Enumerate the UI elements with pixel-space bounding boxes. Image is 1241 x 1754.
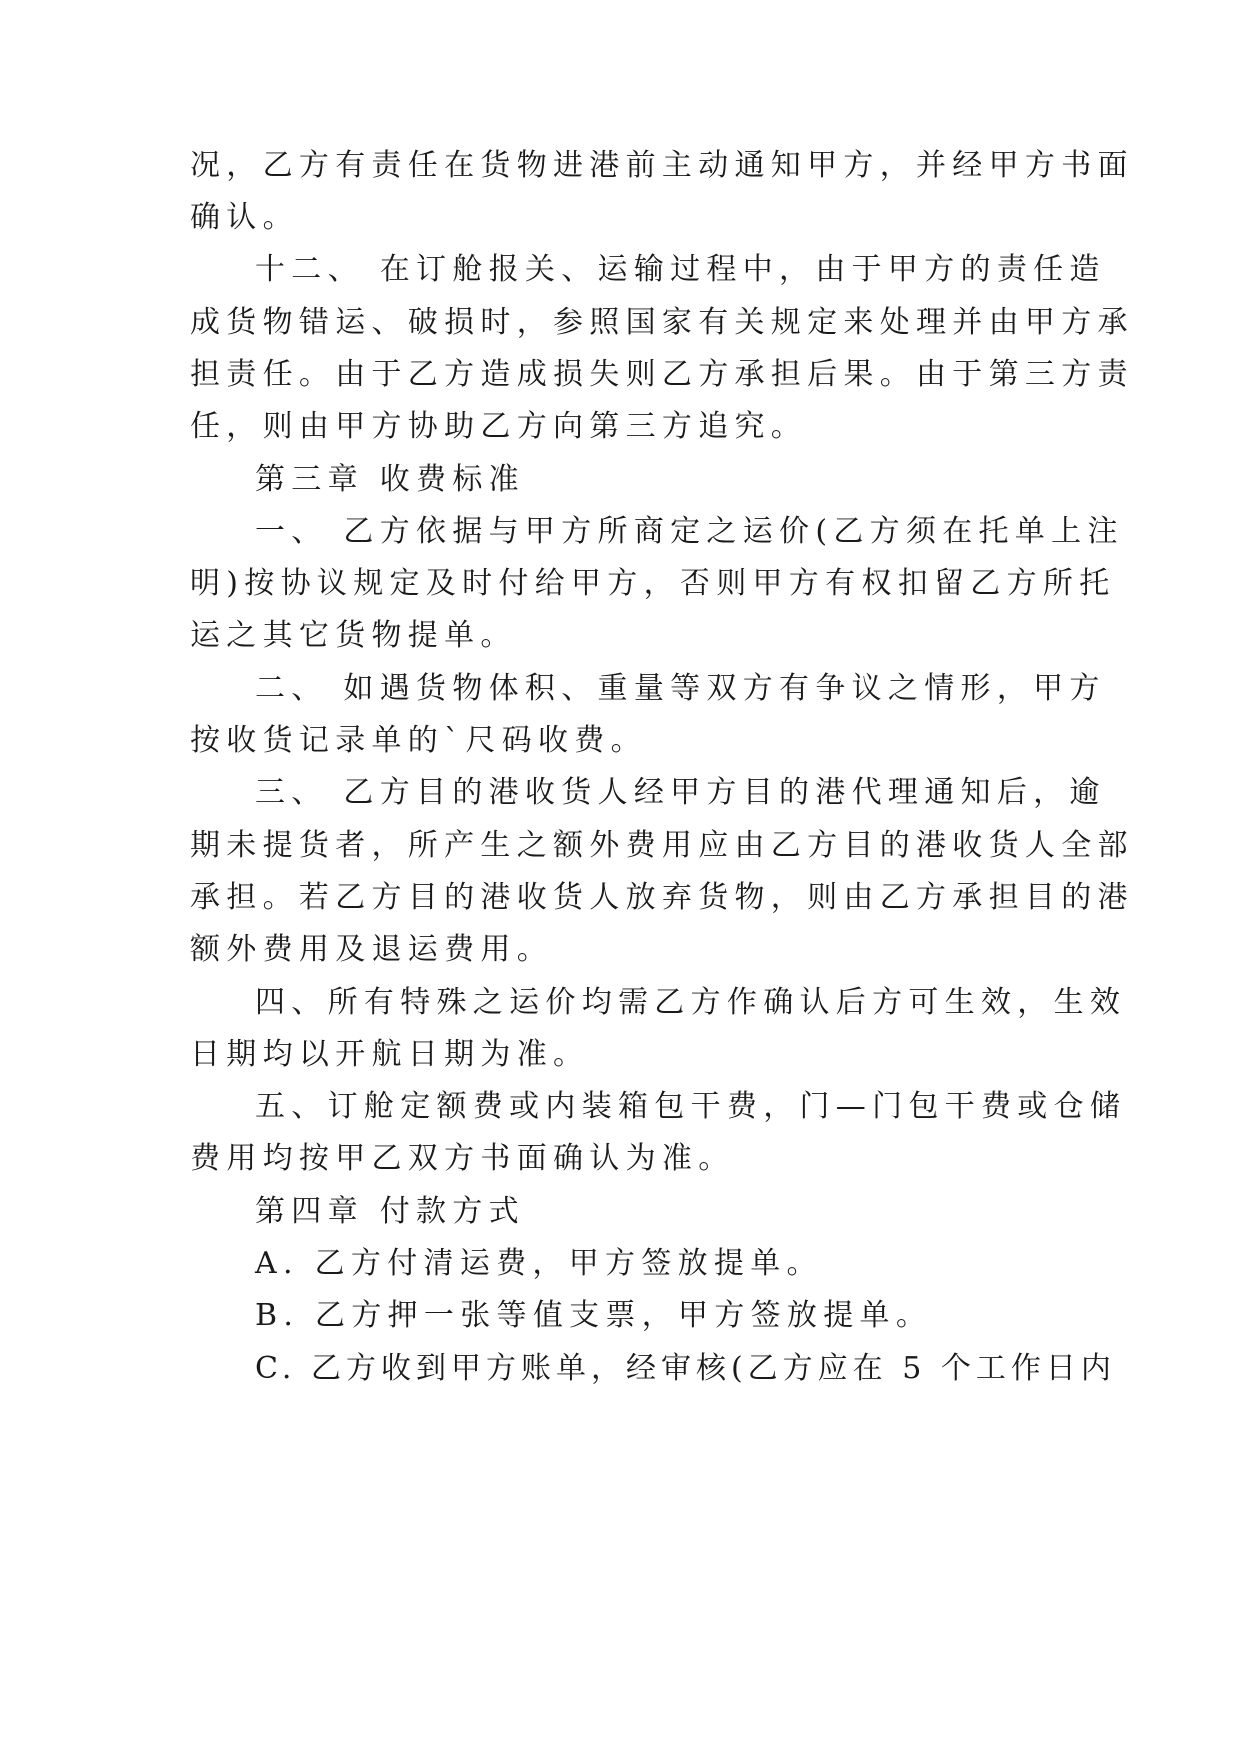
- clause-twelve: 十二、 在订舱报关、运输过程中，由于甲方的责任造: [255, 252, 1106, 287]
- paragraph-line: 确认。: [190, 200, 299, 235]
- paragraph-line: 况，乙方有责任在货物进港前主动通知甲方，并经甲方书面: [190, 148, 1134, 183]
- paragraph-line: 担责任。由于乙方造成损失则乙方承担后果。由于第三方责: [190, 357, 1134, 392]
- paragraph-line: 明)按协议规定及时付给甲方，否则甲方有权扣留乙方所托: [190, 566, 1116, 601]
- paragraph-line: 成货物错运、破损时，参照国家有关规定来处理并由甲方承: [190, 305, 1134, 340]
- chapter-three-heading: 第三章 收费标准: [255, 462, 525, 497]
- chapter-four-heading: 第四章 付款方式: [255, 1194, 525, 1229]
- paragraph-line: 额外费用及退运费用。: [190, 932, 553, 967]
- fee-clause-one: 一、 乙方依据与甲方所商定之运价(乙方须在托单上注: [255, 514, 1124, 549]
- paragraph-line: 日期均以开航日期为准。: [190, 1037, 590, 1072]
- payment-option-c: C. 乙方收到甲方账单，经审核(乙方应在 5 个工作日内: [255, 1351, 1116, 1386]
- payment-option-a: A. 乙方付清运费，甲方签放提单。: [255, 1246, 823, 1281]
- paragraph-line: 承担。若乙方目的港收货人放弃货物，则由乙方承担目的港: [190, 880, 1134, 915]
- fee-clause-two: 二、 如遇货物体积、重量等双方有争议之情形，甲方: [255, 671, 1106, 706]
- payment-option-b: B. 乙方押一张等值支票，甲方签放提单。: [255, 1298, 933, 1333]
- fee-clause-three: 三、 乙方目的港收货人经甲方目的港代理通知后，逾: [255, 775, 1106, 810]
- paragraph-line: 按收货记录单的`尺码收费。: [190, 723, 647, 758]
- paragraph-line: 费用均按甲乙双方书面确认为准。: [190, 1141, 735, 1176]
- fee-clause-five: 五、订舱定额费或内装箱包干费，门—门包干费或仓储: [255, 1089, 1127, 1124]
- paragraph-line: 期未提货者，所产生之额外费用应由乙方目的港收货人全部: [190, 828, 1134, 863]
- fee-clause-four: 四、所有特殊之运价均需乙方作确认后方可生效，生效: [255, 985, 1127, 1020]
- paragraph-line: 任，则由甲方协助乙方向第三方追究。: [190, 409, 808, 444]
- paragraph-line: 运之其它货物提单。: [190, 618, 517, 653]
